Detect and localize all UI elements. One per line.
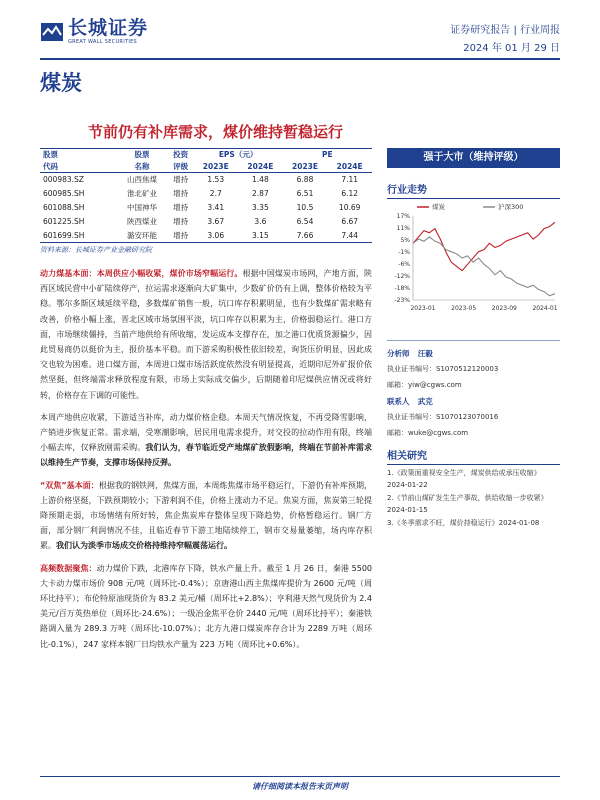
stock-code: 601088.SH <box>43 203 85 212</box>
stock-name: 中国神华 <box>126 203 157 212</box>
col-name-header: 股票 <box>116 149 167 161</box>
legend-label: 煤炭 <box>432 203 445 211</box>
header-divider <box>40 58 560 60</box>
related-item[interactable]: 3.《冬季需求不旺，煤价持稳运行》2024-01-08 <box>387 519 540 527</box>
table-source-note: 资料来源：长城证券产业金融研究院 <box>40 246 152 254</box>
eps-2024: 2.87 <box>252 189 269 198</box>
col-code-header: 股票 <box>40 149 116 161</box>
y-tick-label: -18% <box>394 285 410 292</box>
y-tick-label: -6% <box>398 261 410 268</box>
pe-2023: 6.88 <box>296 175 314 185</box>
report-headline: 节前仍有补库需求，煤价维持暂稳运行 <box>88 123 344 141</box>
pe-2024: 10.69 <box>338 203 361 212</box>
analyst-name: 汪毅 <box>417 349 433 358</box>
y-tick-label: 17% <box>396 213 410 220</box>
series-line-csi300 <box>413 237 555 296</box>
contact-cert: 执业证书编号：S1070123070016 <box>387 413 499 421</box>
stock-rating: 增持 <box>173 175 189 185</box>
stock-name: 陕西煤业 <box>126 217 157 226</box>
analyst-label: 分析师 <box>387 349 410 358</box>
eps-2023: 3.67 <box>207 217 225 226</box>
logo-subtext: GREAT WALL SECURITIES <box>68 39 138 45</box>
table-row <box>40 201 372 215</box>
stock-name: 潞安环能 <box>116 229 167 243</box>
pe-2023: 7.66 <box>283 229 328 243</box>
coal-fundamentals-summary: 本周供应小幅收紧，煤价市场窄幅运行。 <box>96 269 243 278</box>
related-section-title: 相关研究 <box>387 447 560 465</box>
eps-2023: 2.7 <box>209 189 222 198</box>
stock-code: 601225.SH <box>43 217 85 226</box>
col-eps-header: EPS（元） <box>193 149 282 161</box>
trend-section-title: 行业走势 <box>387 181 560 199</box>
logo-text: 长城证券 <box>68 17 149 39</box>
stock-rating: 增持 <box>173 217 189 226</box>
industry-title: 煤炭 <box>40 71 82 95</box>
table-row <box>40 173 372 187</box>
table-row <box>40 187 372 201</box>
report-date: 2024 年 01 月 29 日 <box>463 43 560 54</box>
y-tick-label: 5% <box>400 237 410 244</box>
stock-rating: 增持 <box>173 189 189 198</box>
col-code-subheader: 代码 <box>40 161 116 173</box>
stock-rating: 增持 <box>168 229 194 243</box>
col-eps-2023-header: 2023E <box>193 161 238 173</box>
col-pe-2023-header: 2023E <box>283 161 328 173</box>
analyst-cert: 执业证书编号：S1070512120003 <box>387 365 499 373</box>
footer-disclaimer: 请仔细阅读本报告末页声明 <box>252 782 348 791</box>
footer-divider <box>40 776 560 777</box>
related-item[interactable]: 2.《节前山煤矿发生生产事故，供给收缩一步收紧》2024-01-15 <box>387 494 548 514</box>
col-name-subheader: 名称 <box>116 161 167 173</box>
eps-2023: 3.41 <box>207 203 225 212</box>
legend-label: 沪深300 <box>498 203 524 211</box>
x-tick-label: 2023-09 <box>491 305 517 312</box>
x-tick-label: 2024-01 <box>532 305 558 312</box>
contact-block <box>387 396 433 407</box>
hf-data-paragraph <box>40 561 372 652</box>
contact-label: 联系人 <box>387 397 410 406</box>
col-rating-subheader: 评级 <box>168 161 194 173</box>
company-logo <box>40 18 148 46</box>
pe-2024: 6.12 <box>341 189 359 198</box>
contact-email: 邮箱：wuke@cgws.com <box>387 429 469 437</box>
weekly-view-text: 本周产地供应收紧，下游适当补库，动力煤价格企稳。本周天气情况恢复，不再受降雪影响，产销进步恢复正常。需求端，受寒潮影响，居民用电需求提升，对交投的拉动作用有限，终端小幅去库，仅释放刚需采购。 <box>40 412 372 453</box>
analyst-block <box>387 348 433 359</box>
y-tick-label: -12% <box>394 273 410 280</box>
coal-fundamentals-text: 根据中国煤炭市场网，产地方面，陕西区域民营中小矿陆续停产，拉运需求逐渐向大矿集中，少数矿价仍有上调，整体价格较为平稳。鄂尔多斯区域延续平稳，多数煤矿销售一般，坑口库存积累明显，也有少数煤矿需求略有改善，价格小幅上涨，晋北区域市场氛围平淡，坑口库存以积累为主，价格弱稳运行。港口方面，市场继续僵持，当前产地供给有所收缩，发运成本支撑存在，加之港口优质货源偏少，因此贸易商仍以挺价为主，报价基本平稳。而下游采购积极性依旧较差，询货压价明显，因此成交也较为困难。进口煤方面，本周进口煤市场活跃度依然没有明显提高，近期印尼外矿报价依然坚挺，但终端需求释放程度有限，市场上实际成交偏少，后期随着印尼煤供应情况或将好转，价格存在下调的可能性。 <box>40 269 373 400</box>
related-item[interactable]: 1.《政策面重视安全生产，煤炭供给或承压收缩》2024-01-22 <box>387 469 541 489</box>
col-rating-header: 投资 <box>168 149 194 161</box>
eps-2024: 3.15 <box>238 229 283 243</box>
coal-fundamentals-lead: 动力煤基本面： <box>40 269 97 278</box>
stock-name: 山西焦煤 <box>126 175 157 185</box>
eps-2024: 3.6 <box>254 217 267 226</box>
pe-2023: 6.51 <box>296 189 314 198</box>
coking-fundamentals-text: 根据我的钢铁网，焦煤方面，本周炼焦煤市场平稳运行，下游仍有补库预期，上游价格坚挺，下跌预期较小；下游利润不佳，价格上涨动力不足。焦炭方面，焦炭第三轮提降预期走弱，市场情绪有所好转，焦企焦炭库存整体呈现下降趋势，价格暂稳运行。钢厂方面，部分钢厂利润情况不佳，且临近春节下游工地陆续停工，钢市交易量萎缩，场内库存积累。 <box>40 480 373 551</box>
weekly-view-paragraph <box>40 410 372 471</box>
stock-name: 淮北矿业 <box>126 189 157 198</box>
y-tick-label: -1% <box>398 249 410 256</box>
col-eps-2024-header: 2024E <box>238 161 283 173</box>
pe-2024: 7.11 <box>341 175 359 185</box>
industry-rating-badge: 强于大市（维持评级） <box>387 148 560 168</box>
table-subheader-row <box>40 161 372 173</box>
col-pe-header: PE <box>283 149 372 161</box>
analyst-divider-top <box>387 328 560 330</box>
report-header <box>0 0 600 56</box>
coking-fundamentals-lead: “双焦”基本面： <box>40 480 99 490</box>
stock-rating: 增持 <box>173 203 189 212</box>
coking-fundamentals-conclusion: 我们认为淡季市场成交价格持维持窄幅震荡运行。 <box>56 541 232 551</box>
logo-icon <box>40 20 64 44</box>
coal-fundamentals-paragraph <box>40 266 372 403</box>
pe-2024: 7.44 <box>327 229 372 243</box>
pe-2023: 10.5 <box>296 203 314 212</box>
coking-fundamentals-paragraph <box>40 478 372 554</box>
table-header-row <box>40 149 372 161</box>
eps-2024: 1.48 <box>252 175 269 185</box>
analyst-divider <box>387 340 560 341</box>
pe-2023: 6.54 <box>296 217 314 226</box>
hf-data-lead: 高频数据聚焦： <box>40 563 97 573</box>
y-tick-label: 11% <box>396 225 410 232</box>
report-type: 证券研究报告 | 行业周报 <box>450 25 560 36</box>
report-body <box>40 266 372 659</box>
eps-2024: 3.35 <box>252 203 269 212</box>
stock-code: 000983.SZ <box>43 175 84 185</box>
industry-trend-chart <box>387 200 560 322</box>
stock-code: 600985.SH <box>43 189 85 198</box>
table-row <box>40 215 372 229</box>
stock-code: 601699.SH <box>40 229 116 243</box>
x-tick-label: 2023-05 <box>451 305 477 312</box>
analyst-email: 邮箱：yiw@cgws.com <box>387 381 462 389</box>
col-pe-2024-header: 2024E <box>327 161 372 173</box>
eps-2023: 1.53 <box>207 175 225 185</box>
weekly-view-conclusion: 我们认为，春节临近受产地煤矿放假影响，终端在节前补库需求以维持生产节奏，支撑市场保持反弹。 <box>40 443 373 468</box>
stock-table <box>40 148 372 243</box>
trend-chart-svg <box>387 200 560 322</box>
eps-2023: 3.06 <box>193 229 238 243</box>
table-row <box>40 229 372 243</box>
pe-2024: 6.67 <box>341 217 359 226</box>
series-line-coal <box>413 222 555 270</box>
y-tick-label: -23% <box>394 297 410 304</box>
hf-data-text: 动力煤价下跌，北港库存下降，铁水产量上升。截至 1 月 26 日，秦港 5500 大卡动力煤市场价 908 元/吨（周环比-0.4%）；京唐港山西主焦煤库提价为 2600 元/吨（周环比持平）；布伦特原油现货价为 83.2 美元/桶（周环比+2.8%）；亨利港天然气现货价为 2.4 美元/百万英热单位（周环比-24.6%）；一级冶金焦平仓价 2440 元/吨（周环比持平）；秦港铁路调入量为 289.3 万吨（周环比-10.07%）；北方九港口煤炭库存合计为 2289 万吨（周环比-0.1%），247 家样本钢厂日均铁水产量为 223 万吨（周环比+0.6%）。 <box>40 563 372 649</box>
contact-name: 武克 <box>417 397 433 406</box>
x-tick-label: 2023-01 <box>410 305 436 312</box>
